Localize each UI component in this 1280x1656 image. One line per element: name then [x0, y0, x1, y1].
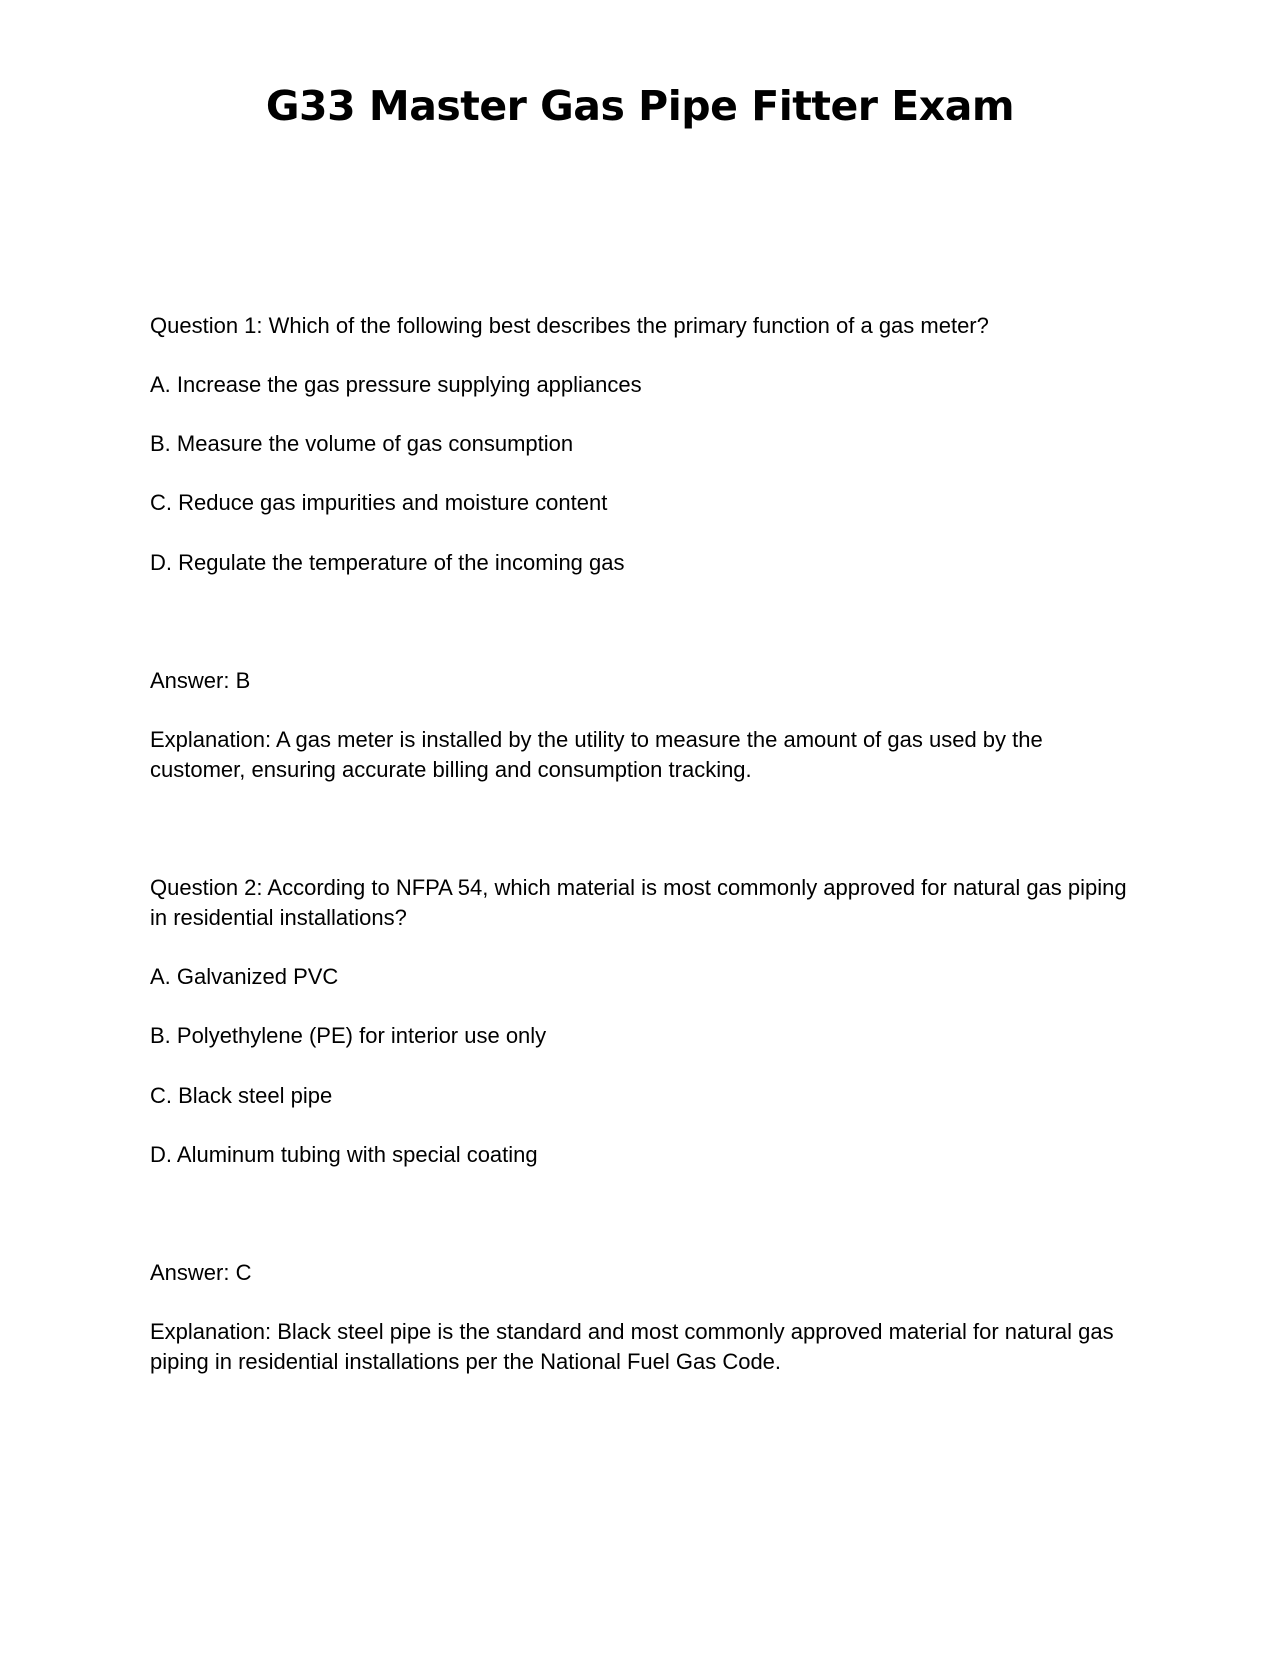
question-2-option-a: A. Galvanized PVC [150, 964, 339, 989]
question-2-option-d: D. Aluminum tubing with special coating [150, 1142, 538, 1167]
question-1-explanation: Explanation: A gas meter is installed by the utility to measure the amount of gas used by the customer, ensuring accurate billing and consumption tracking. [150, 727, 1043, 782]
question-1-option-c: C. Reduce gas impurities and moisture content [150, 490, 608, 515]
question-2-answer: Answer: C [150, 1260, 252, 1285]
question-1-answer: Answer: B [150, 668, 251, 693]
question-2-explanation: Explanation: Black steel pipe is the standard and most commonly approved material for natural gas piping in residential installations per the National Fuel Gas Code. [150, 1319, 1114, 1374]
question-1-option-a: A. Increase the gas pressure supplying appliances [150, 372, 642, 397]
question-1-option-b: B. Measure the volume of gas consumption [150, 431, 574, 456]
question-2-text: Question 2: According to NFPA 54, which material is most commonly approved for natural gas piping in residential installations? [150, 875, 1127, 930]
question-1-text: Question 1: Which of the following best describes the primary function of a gas meter? [150, 313, 989, 338]
page-title: G33 Master Gas Pipe Fitter Exam [265, 82, 1015, 130]
question-2-option-b: B. Polyethylene (PE) for interior use only [150, 1023, 547, 1048]
question-1-option-d: D. Regulate the temperature of the incoming gas [150, 550, 625, 575]
question-2-option-c: C. Black steel pipe [150, 1083, 333, 1108]
